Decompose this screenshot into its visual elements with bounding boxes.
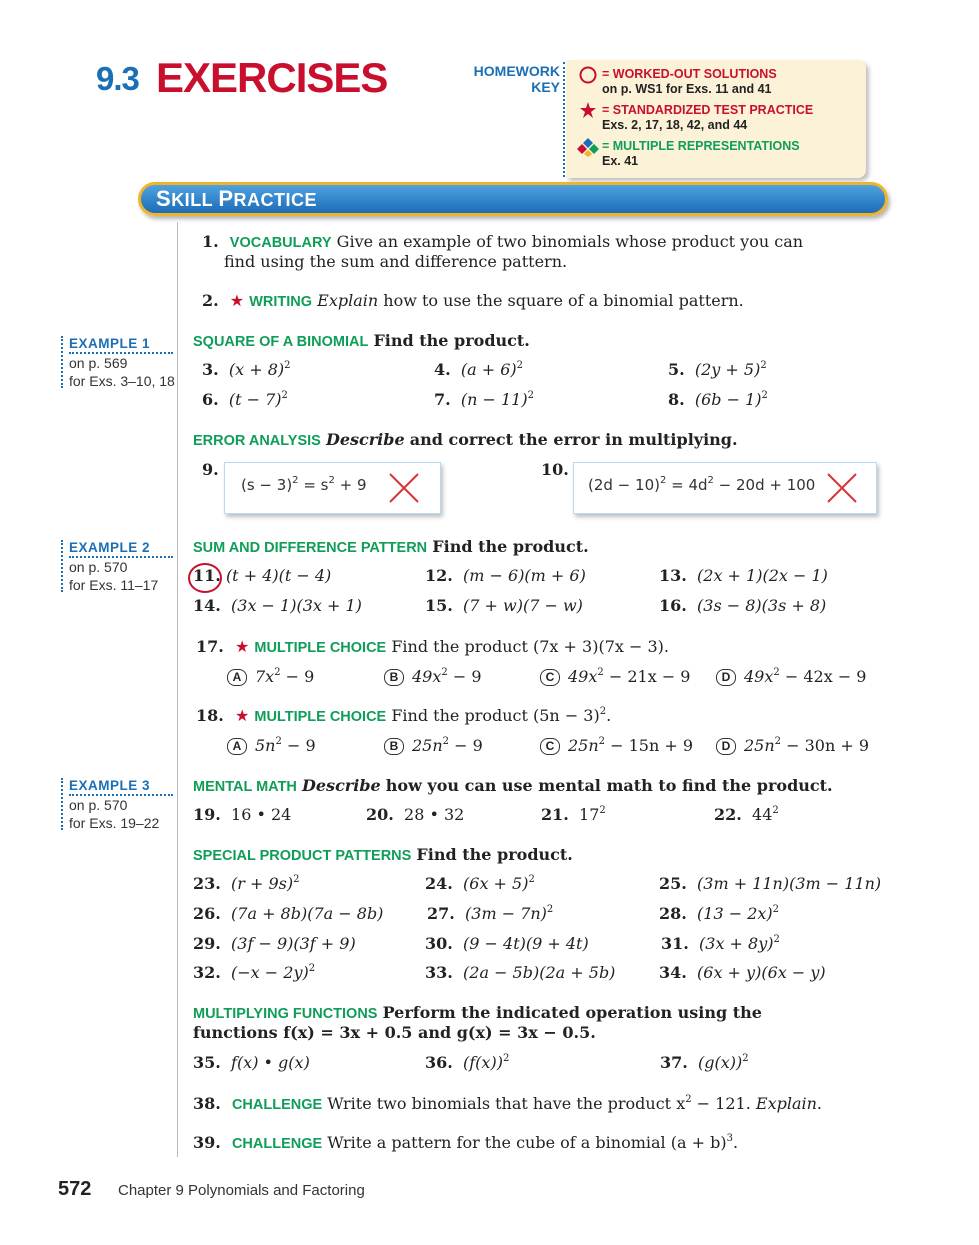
option-18-c[interactable]: C $25n^2 - 15n + 9$ [540,736,693,755]
exercise-2 [202,291,744,310]
problem-17: 17. ★ MULTIPLE CHOICE Find the product (7x + 3)(7x − 3). [196,637,669,656]
problem-22: 22. $44^2$ [714,805,779,824]
problem-23: 23. $(r + 9s)^2$ [193,874,300,893]
key-label: KEY [531,79,560,95]
problem-4: 4. $(a + 6)^2$ [434,360,524,379]
error-card-9 [224,462,441,514]
problem-12: 12. (m − 6)(m + 6) [425,566,586,585]
problem-27: 27. $(3m - 7n)^2$ [427,904,554,923]
divider [563,62,565,177]
section-number: 9.3 [96,60,139,97]
section-error-heading: ERROR ANALYSIS Describe and correct the error in multiplying. [193,430,738,449]
section-mental-heading: MENTAL MATH Describe how you can use mental math to find the product. [193,776,833,795]
problem-30: 30. (9 − 4t)(9 + 4t) [425,934,589,953]
example-title: EXAMPLE 1 [69,336,173,354]
exercise-text: how to use the square of a binomial pattern. [383,291,744,310]
chapter-label: Chapter 9 Polynomials and Factoring [118,1182,365,1199]
section-special-heading: SPECIAL PRODUCT PATTERNS Find the product. [193,845,573,864]
problem-5: 5. $(2y + 5)^2$ [668,360,767,379]
problem-39: 39. CHALLENGE Write a pattern for the cube of a binomial $(a + b)^3$. [193,1133,739,1152]
margin-rule [177,222,178,1157]
exercise-italic: Explain [317,291,379,310]
homework-key-label [440,63,560,95]
problem-28: 28. $(13 - 2x)^2$ [659,904,780,923]
problem-16: 16. (3s − 8)(3s + 8) [659,596,827,615]
problem-29: 29. (3f − 9)(3f + 9) [193,934,356,953]
option-17-a[interactable]: A $7x^2 - 9$ [227,667,314,686]
homework-label: HOMEWORK [473,63,560,79]
problem-34: 34. (6x + y)(6x − y) [659,963,826,982]
sidebar-example-3 [69,778,173,832]
example-page: on p. 570 [69,559,128,575]
section-sumdiff-heading: SUM AND DIFFERENCE PATTERN Find the product. [193,537,589,556]
key-worked-out-label: = WORKED-OUT SOLUTIONS [602,67,777,81]
star-icon: ★ [234,706,250,725]
circle-icon [579,66,597,84]
problem-18: 18. ★ MULTIPLE CHOICE Find the product $(5n - 3)^2$. [196,706,612,725]
problem-3: 3. $(x + 8)^2$ [202,360,291,379]
page-title: EXERCISES [156,54,388,101]
star-icon [579,101,597,119]
example-page: on p. 570 [69,797,128,813]
error-work-9: $(s - 3)^2 = s^2 + 9$ [241,475,367,494]
x-mark-icon [387,471,421,505]
problem-26: 26. (7a + 8b)(7a − 8b) [193,904,384,923]
error-work-10: $(2d - 10)^2 = 4d^2 - 20d + 100$ [588,475,816,494]
error-card-10 [573,462,877,514]
option-17-c[interactable]: C $49x^2 - 21x - 9$ [540,667,690,686]
exercise-tag: VOCABULARY [229,235,332,251]
x-mark-icon [825,471,859,505]
exercise-number: 1. [202,232,219,251]
problem-8: 8. $(6b - 1)^2$ [668,390,768,409]
problem-15: 15. (7 + w)(7 − w) [425,596,583,615]
problem-35: 35. f(x) • g(x) [193,1053,310,1072]
problem-24: 24. $(6x + 5)^2$ [425,874,535,893]
option-18-b[interactable]: B $25n^2 - 9$ [384,736,483,755]
star-icon: ★ [229,291,245,310]
sidebar-example-1 [69,336,175,390]
option-17-d[interactable]: D $49x^2 - 42x - 9$ [716,667,866,686]
exercise-1 [202,232,803,251]
problem-36: 36. $(f(x))^2$ [425,1053,510,1072]
key-standardized-detail: Exs. 2, 17, 18, 42, and 44 [602,118,748,132]
skill-practice-heading: SKILL PRACTICE [156,186,318,211]
exercise-number: 2. [202,291,219,310]
example-exercises: for Exs. 3–10, 18 [69,373,175,389]
example-exercises: for Exs. 19–22 [69,815,160,831]
problem-9-number: 9. [202,460,219,479]
dots [61,778,63,830]
example-title: EXAMPLE 3 [69,778,173,796]
homework-key-box [566,60,866,178]
problem-38: 38. CHALLENGE Write two binomials that have the product $x^2 - 121$. Explain. [193,1094,822,1113]
exercise-tag: WRITING [249,294,313,310]
example-exercises: for Exs. 11–17 [69,577,159,593]
key-multiple-detail: Ex. 41 [602,154,639,168]
star-icon: ★ [234,637,250,656]
problem-19: 19. 16 • 24 [193,805,292,824]
example-title: EXAMPLE 2 [69,540,173,558]
problem-32: 32. $(-x - 2y)^2$ [193,963,316,982]
key-standardized-label: = STANDARDIZED TEST PRACTICE [602,103,814,117]
problem-20: 20. 28 • 32 [366,805,465,824]
option-17-b[interactable]: B $49x^2 - 9$ [384,667,482,686]
option-18-d[interactable]: D $25n^2 - 30n + 9$ [716,736,869,755]
section-functions-line2: functions f(x) = 3x + 0.5 and g(x) = 3x − 0.5. [193,1023,596,1042]
problem-6: 6. $(t - 7)^2$ [202,390,288,409]
problem-37: 37. $(g(x))^2$ [660,1053,749,1072]
problem-21: 21. $17^2$ [541,805,606,824]
page-number: 572 [58,1178,92,1200]
exercise-1-cont: find using the sum and difference pattern. [224,252,568,271]
problem-25: 25. (3m + 11n)(3m − 11n) [659,874,882,893]
section-square-heading: SQUARE OF A BINOMIAL Find the product. [193,331,530,350]
dots [61,540,63,592]
section-functions-heading: MULTIPLYING FUNCTIONS Perform the indicated operation using the [193,1003,762,1022]
problem-11: 11. (t + 4)(t − 4) [193,566,332,585]
exercise-text: Give an example of two binomials whose product you can [336,232,804,251]
problem-33: 33. (2a − 5b)(2a + 5b) [425,963,616,982]
problem-14: 14. (3x − 1)(3x + 1) [193,596,362,615]
problem-13: 13. (2x + 1)(2x − 1) [659,566,828,585]
key-worked-out-detail: on p. WS1 for Exs. 11 and 41 [602,82,772,96]
key-multiple-label: = MULTIPLE REPRESENTATIONS [602,139,800,153]
example-page: on p. 569 [69,355,128,371]
problem-7: 7. $(n - 11)^2$ [434,390,534,409]
sidebar-example-2 [69,540,173,594]
option-18-a[interactable]: A $5n^2 - 9$ [227,736,316,755]
problem-31: 31. $(3x + 8y)^2$ [661,934,780,953]
diamonds-icon [576,137,600,157]
problem-10-number: 10. [541,460,569,479]
dots [61,336,63,388]
